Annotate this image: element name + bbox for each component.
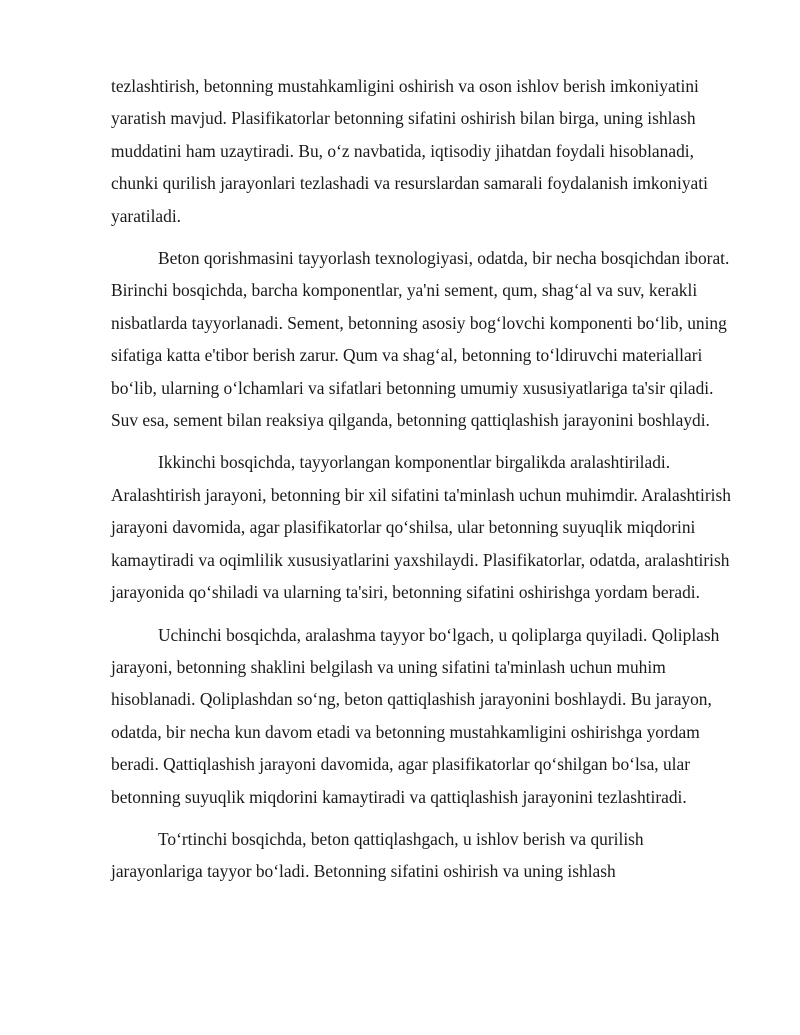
document-page: [111, 70, 731, 898]
paragraph-third-stage: Uchinchi bosqichda, aralashma tayyor bo‘lgach, u qoliplarga quyiladi. Qoliplash jarayoni, betonning shaklini belgilash va uning sifatini ta'minlash uchun muhim hisoblanadi. Qoliplashdan so‘ng, beton qattiqlashish jarayonini boshlaydi. Bu jarayon, odatda, bir necha kun davom etadi va betonning mustahkamligini oshirishga yordam beradi. Qattiqlashish jarayoni davomida, agar plasifikatorlar qo‘shilgan bo‘lsa, ular betonning suyuqlik miqdorini kamaytiradi va qattiqlashish jarayonini tezlashtiradi.: [111, 624, 720, 807]
paragraph-preparation-technology: Beton qorishmasini tayyorlash texnologiyasi, odatda, bir necha bosqichdan iborat. Birinchi bosqichda, barcha komponentlar, ya'ni sement, qum, shag‘al va suv, kerakli nisbatlarda tayyorlanadi. Sement, betonning asosiy bog‘lovchi komponenti bo‘lib, uning sifatiga katta e'tibor berish zarur. Qum va shag‘al, betonning to‘ldiruvchi materiallari bo‘lib, ularning o‘lchamlari va sifatlari betonning umumiy xususiyatlariga ta'sir qiladi. Suv esa, sement bilan reaksiya qilganda, betonning qattiqlashish jarayonini boshlaydi.: [111, 248, 730, 431]
paragraph-fourth-stage: To‘rtinchi bosqichda, beton qattiqlashgach, u ishlov berish va qurilish jarayonlariga tayyor bo‘ladi. Betonning sifatini oshirish va uning ishlash: [111, 828, 644, 882]
paragraph-continuation: tezlashtirish, betonning mustahkamligini oshirish va oson ishlov berish imkoniyatini yaratish mavjud. Plasifikatorlar betonning sifatini oshirish bilan birga, uning ishlash muddatini ham uzaytiradi. Bu, o‘z navbatida, iqtisodiy jihatdan foydali hisoblanadi, chunki qurilish jarayonlari tezlashadi va resurslardan samarali foydalanish imkoniyati yaratiladi.: [111, 76, 708, 226]
paragraph-second-stage: Ikkinchi bosqichda, tayyorlangan komponentlar birgalikda aralashtiriladi. Aralashtirish jarayoni, betonning bir xil sifatini ta'minlash uchun muhimdir. Aralashtirish jarayoni davomida, agar plasifikatorlar qo‘shilsa, ular betonning suyuqlik miqdorini kamaytiradi va oqimlilik xususiyatlarini yaxshilaydi. Plasifikatorlar, odatda, aralashtirish jarayonida qo‘shiladi va ularning ta'siri, betonning sifatini oshirishga yordam beradi.: [111, 452, 731, 603]
